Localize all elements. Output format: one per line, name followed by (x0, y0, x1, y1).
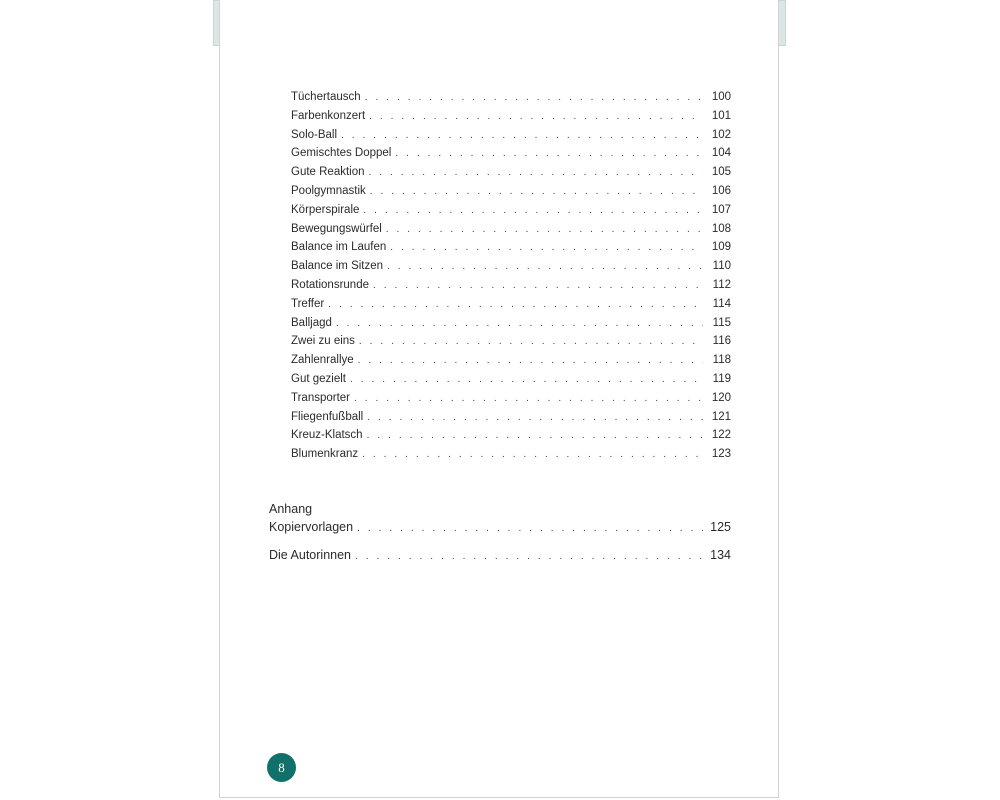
toc-entry-title: Balance im Sitzen (291, 260, 384, 273)
toc-entry-page: 108 (711, 222, 731, 235)
dot-leader (357, 519, 703, 539)
toc-entry-title: Gute Reaktion (291, 166, 365, 179)
toc-entry-title: Kreuz-Klatsch (291, 429, 363, 442)
toc-entry-page: 123 (711, 448, 731, 461)
toc-entry-page: 107 (711, 203, 731, 216)
toc-entry-title: Solo-Ball (291, 128, 338, 141)
dot-leader (369, 164, 703, 183)
toc-entry[interactable] (291, 426, 731, 445)
dot-leader (367, 427, 703, 446)
toc-entry-page: 112 (712, 278, 731, 291)
dot-leader (387, 258, 703, 277)
toc-entry[interactable] (291, 126, 731, 145)
toc-entry-title: Bewegungswürfel (291, 222, 382, 235)
toc-entry[interactable] (291, 107, 731, 126)
toc-entry-page: 122 (711, 429, 731, 442)
toc-entry-page: 134 (710, 548, 731, 562)
dot-leader (358, 352, 703, 371)
toc-entry[interactable] (291, 144, 731, 163)
toc-entry[interactable] (269, 545, 731, 565)
toc-entry-title: Körperspirale (291, 203, 360, 216)
dot-leader (359, 333, 703, 352)
dot-leader (328, 296, 703, 315)
dot-leader (341, 127, 703, 146)
toc-entry[interactable] (291, 163, 731, 182)
toc-entry[interactable] (291, 257, 731, 276)
dot-leader (365, 89, 703, 108)
toc-entry-title: Farbenkonzert (291, 109, 366, 122)
toc-entry-page: 110 (712, 260, 731, 273)
toc-entry-title: Tüchertausch (291, 91, 361, 103)
toc-entry[interactable] (291, 295, 731, 314)
toc-entry[interactable] (291, 389, 731, 408)
toc-entry-page: 109 (711, 241, 731, 254)
toc-entry-title: Transporter (291, 391, 351, 404)
toc-entry-page: 106 (711, 184, 731, 197)
dot-leader (354, 390, 703, 409)
page-number-badge: 8 (267, 753, 296, 782)
toc-entry[interactable] (291, 276, 731, 295)
toc-entry-title: Zahlenrallye (291, 354, 354, 367)
dot-leader (386, 221, 703, 240)
dot-leader (367, 409, 703, 428)
toc-entry[interactable] (291, 445, 731, 464)
toc-entry-page: 116 (712, 335, 731, 348)
toc-entry-title: Balljagd (291, 316, 332, 329)
dot-leader (369, 108, 703, 127)
authors-list (269, 545, 731, 565)
dot-leader (363, 202, 703, 221)
dot-leader (350, 371, 703, 390)
toc-entry-page: 105 (711, 166, 731, 179)
toc-entry-page: 114 (712, 297, 731, 310)
dot-leader (355, 547, 703, 567)
toc-entry[interactable] (269, 517, 731, 537)
appendix-list (269, 517, 731, 537)
dot-leader (373, 277, 703, 296)
toc-entry-page: 100 (711, 91, 731, 103)
toc-entry[interactable] (291, 220, 731, 239)
toc-entry-page: 101 (711, 109, 731, 122)
section-heading-anhang: Anhang (269, 502, 313, 516)
toc-entry[interactable] (291, 332, 731, 351)
toc-entry[interactable] (291, 182, 731, 201)
toc-entry-title: Blumenkranz (291, 448, 359, 461)
toc-entry[interactable] (291, 314, 731, 333)
toc-entry-title: Zwei zu eins (291, 335, 355, 348)
toc-entry-page: 119 (712, 372, 731, 385)
dot-leader (336, 315, 703, 334)
toc-entry-page: 104 (711, 147, 731, 160)
dot-leader (390, 239, 703, 258)
toc-entry-title: Gemischtes Doppel (291, 147, 392, 160)
toc-entry[interactable] (291, 88, 731, 107)
toc-entry[interactable] (291, 370, 731, 389)
toc-entry-page: 125 (710, 520, 731, 534)
toc-entry-title: Treffer (291, 297, 325, 310)
toc-entry-page: 118 (712, 354, 731, 367)
toc-entry-title: Die Autorinnen (269, 548, 352, 562)
toc-entry-title: Gut gezielt (291, 372, 346, 385)
table-of-contents (291, 88, 731, 464)
toc-entry[interactable] (291, 201, 731, 220)
toc-entry-title: Fliegenfußball (291, 410, 364, 423)
dot-leader (362, 446, 703, 465)
toc-entry-title: Poolgymnastik (291, 184, 366, 197)
toc-entry[interactable] (291, 408, 731, 427)
toc-entry[interactable] (291, 238, 731, 257)
dot-leader (370, 183, 703, 202)
dot-leader (395, 145, 703, 164)
toc-entry-page: 121 (711, 410, 731, 423)
toc-entry-title: Kopiervorlagen (269, 520, 354, 534)
toc-entry-title: Rotationsrunde (291, 278, 369, 291)
toc-entry-page: 120 (711, 391, 731, 404)
toc-entry[interactable] (291, 351, 731, 370)
toc-entry-page: 102 (711, 128, 731, 141)
toc-entry-page: 115 (712, 316, 731, 329)
toc-entry-title: Balance im Laufen (291, 241, 387, 254)
